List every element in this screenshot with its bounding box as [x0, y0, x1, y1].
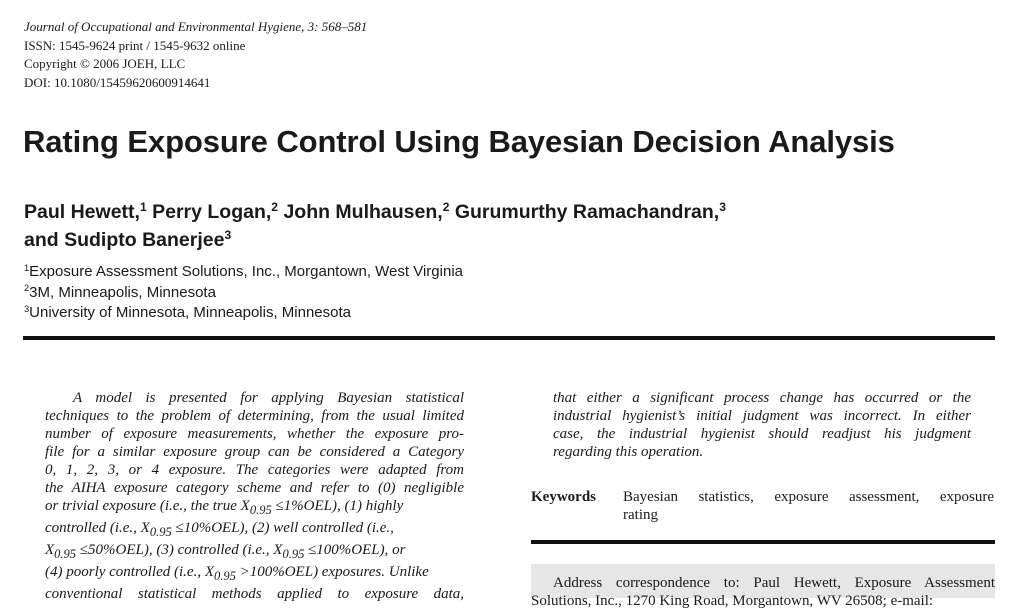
- journal-citation: Journal of Occupational and Environmental Hygiene, 3: 568–581: [24, 19, 368, 34]
- abstract-line: file for a similar exposure group can be considered a Category: [45, 444, 464, 460]
- abstract-line: techniques to the problem of determining, from the usual limited: [45, 408, 464, 424]
- journal-copyright: Copyright © 2006 JOEH, LLC: [24, 56, 186, 71]
- abstract-line: 0, 1, 2, 3, or 4 exposure. The categories were adapted from: [45, 462, 464, 478]
- author-affil-mark: 2: [442, 200, 450, 215]
- author-affil-mark: 3: [224, 228, 232, 243]
- abstract-line: (4) poorly controlled (i.e., $X_{0.95} >100\%OEL$) exposures. Unlike: [45, 564, 429, 583]
- abstract-line: regarding this operation.: [553, 444, 704, 460]
- abstract-line: that either a significant process change has occurred or the: [553, 390, 971, 406]
- paper-title: Rating Exposure Control Using Bayesian Decision Analysis: [23, 124, 895, 159]
- abstract-line: the AIHA exposure category scheme and refer to (0) negligible: [45, 480, 464, 496]
- abstract-right-column: [553, 389, 971, 461]
- abstract-left-column: [45, 389, 464, 603]
- journal-doi: DOI: 10.1080/15459620600914641: [24, 74, 211, 90]
- correspondence-box: [531, 564, 995, 609]
- affiliation-mark: 3: [24, 303, 30, 314]
- affiliation-mark: 2: [24, 283, 30, 294]
- author-affil-mark: 1: [139, 200, 147, 215]
- author-name: John Mulhausen,: [283, 201, 443, 223]
- author-name: Perry Logan,: [152, 201, 272, 223]
- author-list: [24, 198, 1004, 254]
- keywords-divider: [531, 540, 995, 544]
- affiliation-mark: 1: [24, 262, 30, 273]
- affiliation: $^2$3M, Minneapolis, Minnesota: [24, 283, 216, 301]
- abstract-line: or trivial exposure (i.e., the true $X_{0.95} \le 1\%OEL$), (1) highly: [45, 498, 404, 517]
- abstract-line: case, the industrial hygienist should readjust his judgment: [553, 426, 971, 442]
- abstract-line: number of exposure measurements, whether the exposure pro-: [45, 426, 464, 442]
- affiliation: $^3$University of Minnesota, Minneapolis, Minnesota: [24, 303, 351, 321]
- author-name: Gurumurthy Ramachandran,: [454, 201, 720, 223]
- author-name: Paul Hewett,: [24, 201, 140, 223]
- header-divider: [23, 336, 995, 340]
- author-affil-mark: 2: [271, 200, 279, 215]
- journal-info: [24, 18, 367, 92]
- affiliation-list: [24, 262, 463, 324]
- author-affil-mark: 3: [719, 200, 726, 215]
- correspondence-line: Address correspondence to: Paul Hewett, Exposure Assessment: [553, 575, 995, 591]
- correspondence-line: Solutions, Inc., 1270 King Road, Morgantown, WV 26508; e-mail:: [531, 593, 934, 609]
- keywords-text: Bayesian statistics, exposure assessment, exposure rating: [623, 489, 994, 523]
- abstract-line: $X_{0.95} \le 50\%OEL$), (3) controlled (i.e., $X_{0.95} \le 100\%OEL$), or: [45, 542, 406, 561]
- abstract-line: controlled (i.e., $X_{0.95} \le 10\%OEL$), (2) well controlled (i.e.,: [45, 520, 394, 539]
- abstract-line: conventional statistical methods applied to exposure data,: [45, 586, 464, 602]
- abstract-line: industrial hygienist’s initial judgment was incorrect. In either: [553, 408, 971, 424]
- journal-issn: ISSN: 1545-9624 print / 1545-9632 online: [24, 37, 246, 53]
- author-name: and Sudipto Banerjee: [24, 229, 225, 251]
- keywords-label: Keywords: [531, 489, 596, 505]
- affiliation: $^1$Exposure Assessment Solutions, Inc., Morgantown, West Virginia: [24, 262, 463, 280]
- abstract-line: A model is presented for applying Bayesian statistical: [73, 390, 464, 406]
